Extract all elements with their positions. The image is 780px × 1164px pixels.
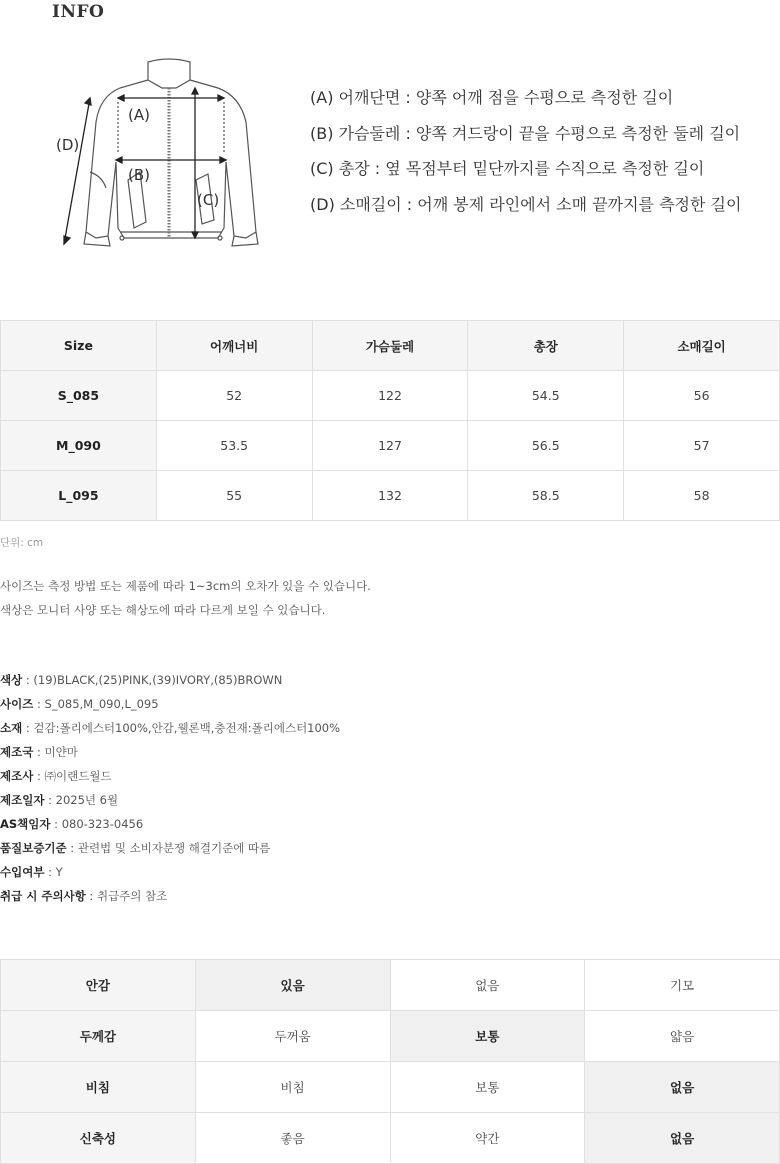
legend-item-b: (B) 가슴둘레 : 양쪽 겨드랑이 끝을 수평으로 측정한 둘레 길이: [310, 123, 741, 143]
attribute-option: 보통: [390, 1062, 585, 1113]
table-row: [1, 471, 780, 521]
header-length: 총장: [468, 321, 624, 371]
size-table-header: [1, 321, 780, 371]
attribute-row-sheerness: [1, 1062, 780, 1113]
spec-key: 수입여부: [0, 865, 45, 879]
attribute-option: 두꺼움: [195, 1011, 390, 1062]
attribute-option-selected: 없음: [585, 1113, 780, 1164]
attribute-option: 비침: [195, 1062, 390, 1113]
size-label: M_090: [1, 421, 157, 471]
legend-item-a: (A) 어깨단면 : 양쪽 어깨 점을 수평으로 측정한 길이: [310, 88, 674, 107]
spec-value: : S_085,M_090,L_095: [33, 697, 159, 711]
table-cell: 52: [156, 371, 312, 421]
spec-row: [0, 716, 340, 740]
spec-value: : 겉감:폴리에스터100%,안감,웰론백,충전재:폴리에스터100%: [22, 721, 341, 735]
spec-row: [0, 740, 340, 764]
spec-row: [0, 764, 340, 788]
attribute-row-thickness: [1, 1011, 780, 1062]
table-cell: 57: [624, 421, 780, 471]
size-table: [0, 320, 780, 521]
spec-value: : Y: [44, 865, 63, 879]
spec-key: 사이즈: [0, 697, 34, 711]
table-cell: 58: [624, 471, 780, 521]
attribute-option-selected: 있음: [195, 960, 390, 1011]
label-b: (B): [128, 166, 150, 184]
attribute-option: 기모: [585, 960, 780, 1011]
spec-key: 소재: [0, 721, 23, 735]
spec-value: : 2025년 6월: [44, 793, 119, 807]
table-cell: 56.5: [468, 421, 624, 471]
table-cell: 54.5: [468, 371, 624, 421]
spec-key: 색상: [0, 673, 23, 687]
spec-value: : (19)BLACK,(25)PINK,(39)IVORY,(85)BROWN: [22, 673, 283, 687]
attribute-label: 신축성: [1, 1113, 196, 1164]
table-cell: 58.5: [468, 471, 624, 521]
spec-value: : 취급주의 참조: [85, 889, 168, 903]
spec-row: [0, 860, 340, 884]
table-cell: 122: [312, 371, 468, 421]
note-line: 사이즈는 측정 방법 또는 제품에 따라 1~3cm의 오차가 있을 수 있습니다.: [0, 579, 371, 593]
size-label: L_095: [1, 471, 157, 521]
size-notes: [0, 574, 371, 622]
spec-key: 제조사: [0, 769, 34, 783]
table-cell: 56: [624, 371, 780, 421]
spec-row: [0, 692, 340, 716]
attribute-label: 안감: [1, 960, 196, 1011]
spec-value: : 080-323-0456: [50, 817, 144, 831]
attribute-option: 얇음: [585, 1011, 780, 1062]
spec-key: 제조국: [0, 745, 34, 759]
attribute-label: 비침: [1, 1062, 196, 1113]
size-label: S_085: [1, 371, 157, 421]
fabric-attribute-table: [0, 959, 780, 1164]
spec-row: [0, 812, 340, 836]
attribute-option: 좋음: [195, 1113, 390, 1164]
spec-key: 품질보증기준: [0, 841, 67, 855]
table-cell: 55: [156, 471, 312, 521]
table-cell: 53.5: [156, 421, 312, 471]
attribute-label: 두께감: [1, 1011, 196, 1062]
jacket-measurement-diagram: [50, 52, 280, 262]
attribute-option: 약간: [390, 1113, 585, 1164]
spec-key: 제조일자: [0, 793, 45, 807]
legend-item-c: (C) 총장 : 옆 목점부터 밑단까지를 수직으로 측정한 길이: [310, 159, 705, 178]
attribute-option-selected: 없음: [585, 1062, 780, 1113]
label-c: (C): [197, 191, 220, 209]
spec-key: 취급 시 주의사항: [0, 889, 86, 903]
spec-row: [0, 884, 340, 908]
header-size: Size: [1, 321, 157, 371]
label-a: (A): [128, 106, 150, 124]
product-specs: [0, 668, 340, 908]
header-sleeve: 소매길이: [624, 321, 780, 371]
attribute-row-lining: [1, 960, 780, 1011]
spec-row: [0, 788, 340, 812]
measurement-legend: [310, 86, 741, 228]
legend-item-d: (D) 소매길이 : 어깨 봉제 라인에서 소매 끝까지를 측정한 길이: [310, 194, 742, 214]
spec-row: [0, 668, 340, 692]
unit-note: 단위: cm: [0, 537, 44, 549]
table-cell: 132: [312, 471, 468, 521]
info-title: INFO: [52, 2, 105, 22]
header-shoulder: 어깨너비: [156, 321, 312, 371]
table-row: [1, 421, 780, 471]
spec-value: : ㈜이랜드월드: [33, 769, 112, 783]
spec-key: AS책임자: [0, 817, 51, 831]
header-chest: 가슴둘레: [312, 321, 468, 371]
spec-value: : 관련법 및 소비자분쟁 해결기준에 따름: [66, 841, 271, 855]
label-d: (D): [56, 136, 80, 154]
attribute-option: 없음: [390, 960, 585, 1011]
table-row: [1, 371, 780, 421]
spec-row: [0, 836, 340, 860]
attribute-option-selected: 보통: [390, 1011, 585, 1062]
table-cell: 127: [312, 421, 468, 471]
attribute-row-stretch: [1, 1113, 780, 1164]
note-line: 색상은 모니터 사양 또는 해상도에 따라 다르게 보일 수 있습니다.: [0, 603, 326, 617]
spec-value: : 미얀마: [33, 745, 78, 759]
